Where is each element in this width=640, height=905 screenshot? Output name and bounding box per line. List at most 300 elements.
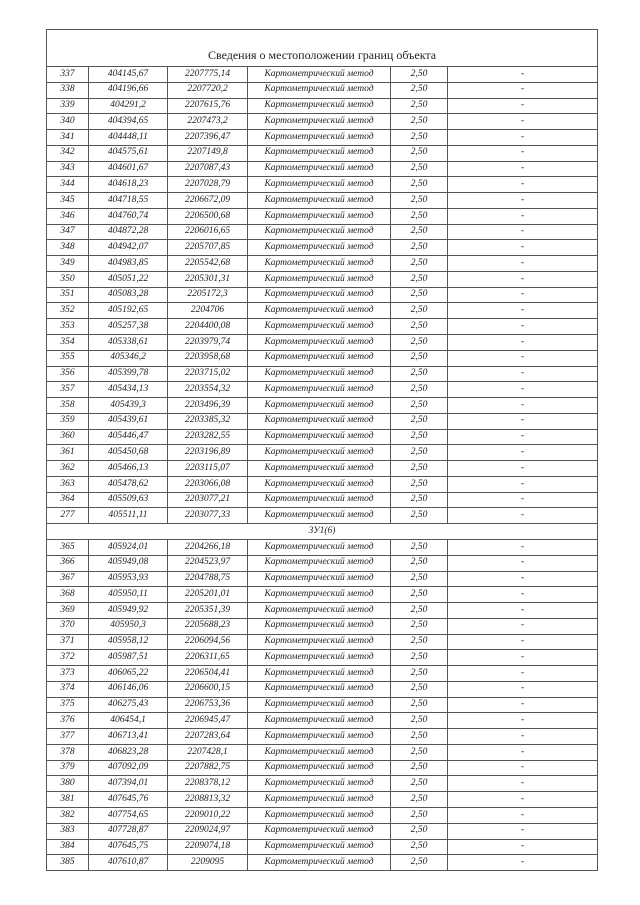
table-row [47, 539, 598, 555]
accuracy-cell: 2,50 [391, 271, 448, 287]
point-number-cell: 358 [47, 398, 89, 414]
coord-y-cell: 2205301,31 [168, 271, 248, 287]
coord-x-cell: 405511,11 [89, 508, 168, 524]
method-cell: Картометрический метод [248, 193, 391, 209]
coord-y-cell: 2203385,32 [168, 413, 248, 429]
extra-cell: - [448, 650, 598, 666]
point-number-cell: 348 [47, 240, 89, 256]
extra-cell: - [448, 303, 598, 319]
coord-y-cell: 2203715,02 [168, 366, 248, 382]
coord-x-cell: 405953,93 [89, 571, 168, 587]
coord-y-cell: 2208378,12 [168, 776, 248, 792]
point-number-cell: 349 [47, 256, 89, 272]
method-cell: Картометрический метод [248, 729, 391, 745]
table-row [47, 823, 598, 839]
coord-y-cell: 2203077,21 [168, 492, 248, 508]
coord-y-cell: 2203282,55 [168, 429, 248, 445]
coord-x-cell: 404448,11 [89, 130, 168, 146]
coord-y-cell: 2205351,39 [168, 603, 248, 619]
coord-y-cell: 2204523,97 [168, 555, 248, 571]
coord-x-cell: 405949,08 [89, 555, 168, 571]
extra-cell: - [448, 130, 598, 146]
coord-y-cell: 2203077,33 [168, 508, 248, 524]
table-row [47, 555, 598, 571]
table-row [47, 382, 598, 398]
extra-cell: - [448, 461, 598, 477]
document-title: Сведения о местоположении границ объекта [47, 30, 598, 67]
extra-cell: - [448, 335, 598, 351]
point-number-cell: 353 [47, 319, 89, 335]
accuracy-cell: 2,50 [391, 839, 448, 855]
accuracy-cell: 2,50 [391, 476, 448, 492]
accuracy-cell: 2,50 [391, 792, 448, 808]
method-cell: Картометрический метод [248, 382, 391, 398]
coord-x-cell: 404718,55 [89, 193, 168, 209]
point-number-cell: 351 [47, 287, 89, 303]
method-cell: Картометрический метод [248, 224, 391, 240]
point-number-cell: 371 [47, 634, 89, 650]
extra-cell: - [448, 855, 598, 871]
table-row [47, 476, 598, 492]
coord-x-cell: 406275,43 [89, 697, 168, 713]
coord-x-cell: 406454,1 [89, 713, 168, 729]
coord-x-cell: 404983,85 [89, 256, 168, 272]
point-number-cell: 366 [47, 555, 89, 571]
table-row [47, 697, 598, 713]
accuracy-cell: 2,50 [391, 413, 448, 429]
accuracy-cell: 2,50 [391, 555, 448, 571]
coord-y-cell: 2207149,8 [168, 145, 248, 161]
point-number-cell: 277 [47, 508, 89, 524]
coord-y-cell: 2204400,08 [168, 319, 248, 335]
coord-y-cell: 2206016,65 [168, 224, 248, 240]
method-cell: Картометрический метод [248, 792, 391, 808]
table-row [47, 256, 598, 272]
point-number-cell: 374 [47, 681, 89, 697]
table-row [47, 287, 598, 303]
table-row [47, 114, 598, 130]
point-number-cell: 341 [47, 130, 89, 146]
accuracy-cell: 2,50 [391, 98, 448, 114]
coord-y-cell: 2205707,85 [168, 240, 248, 256]
table-row [47, 303, 598, 319]
coord-x-cell: 405949,92 [89, 603, 168, 619]
coord-x-cell: 406065,22 [89, 666, 168, 682]
point-number-cell: 354 [47, 335, 89, 351]
coord-y-cell: 2206600,15 [168, 681, 248, 697]
extra-cell: - [448, 67, 598, 83]
accuracy-cell: 2,50 [391, 161, 448, 177]
accuracy-cell: 2,50 [391, 398, 448, 414]
method-cell: Картометрический метод [248, 82, 391, 98]
extra-cell: - [448, 429, 598, 445]
accuracy-cell: 2,50 [391, 350, 448, 366]
coord-x-cell: 406146,06 [89, 681, 168, 697]
extra-cell: - [448, 145, 598, 161]
accuracy-cell: 2,50 [391, 650, 448, 666]
extra-cell: - [448, 98, 598, 114]
coord-x-cell: 405450,68 [89, 445, 168, 461]
method-cell: Картометрический метод [248, 461, 391, 477]
point-number-cell: 376 [47, 713, 89, 729]
extra-cell: - [448, 634, 598, 650]
table-row [47, 161, 598, 177]
coord-y-cell: 2203196,89 [168, 445, 248, 461]
coord-y-cell: 2207473,2 [168, 114, 248, 130]
table-row [47, 839, 598, 855]
coord-x-cell: 407394,01 [89, 776, 168, 792]
accuracy-cell: 2,50 [391, 807, 448, 823]
table-row [47, 744, 598, 760]
extra-cell: - [448, 776, 598, 792]
point-number-cell: 372 [47, 650, 89, 666]
method-cell: Картометрический метод [248, 760, 391, 776]
table-row [47, 603, 598, 619]
coordinates-table [46, 29, 598, 871]
method-cell: Картометрический метод [248, 807, 391, 823]
coord-y-cell: 2203979,74 [168, 335, 248, 351]
coord-y-cell: 2205542,68 [168, 256, 248, 272]
table-row [47, 350, 598, 366]
table-row [47, 224, 598, 240]
table-row [47, 98, 598, 114]
accuracy-cell: 2,50 [391, 539, 448, 555]
point-number-cell: 367 [47, 571, 89, 587]
coord-x-cell: 406713,41 [89, 729, 168, 745]
extra-cell: - [448, 382, 598, 398]
method-cell: Картометрический метод [248, 413, 391, 429]
table-row [47, 240, 598, 256]
table-row [47, 807, 598, 823]
method-cell: Картометрический метод [248, 335, 391, 351]
coord-y-cell: 2209010,22 [168, 807, 248, 823]
method-cell: Картометрический метод [248, 839, 391, 855]
coord-x-cell: 405466,13 [89, 461, 168, 477]
method-cell: Картометрический метод [248, 303, 391, 319]
method-cell: Картометрический метод [248, 603, 391, 619]
coord-x-cell: 407754,65 [89, 807, 168, 823]
method-cell: Картометрический метод [248, 98, 391, 114]
point-number-cell: 340 [47, 114, 89, 130]
point-number-cell: 361 [47, 445, 89, 461]
method-cell: Картометрический метод [248, 650, 391, 666]
method-cell: Картометрический метод [248, 681, 391, 697]
method-cell: Картометрический метод [248, 319, 391, 335]
point-number-cell: 379 [47, 760, 89, 776]
coord-y-cell: 2206753,36 [168, 697, 248, 713]
point-number-cell: 344 [47, 177, 89, 193]
method-cell: Картометрический метод [248, 571, 391, 587]
accuracy-cell: 2,50 [391, 492, 448, 508]
accuracy-cell: 2,50 [391, 130, 448, 146]
point-number-cell: 360 [47, 429, 89, 445]
method-cell: Картометрический метод [248, 666, 391, 682]
table-row [47, 650, 598, 666]
coord-y-cell: 2205172,3 [168, 287, 248, 303]
coord-x-cell: 405950,3 [89, 618, 168, 634]
accuracy-cell: 2,50 [391, 208, 448, 224]
coord-y-cell: 2209095 [168, 855, 248, 871]
extra-cell: - [448, 82, 598, 98]
method-cell: Картометрический метод [248, 429, 391, 445]
accuracy-cell: 2,50 [391, 67, 448, 83]
table-row [47, 508, 598, 524]
point-number-cell: 365 [47, 539, 89, 555]
extra-cell: - [448, 114, 598, 130]
coord-x-cell: 405924,01 [89, 539, 168, 555]
point-number-cell: 382 [47, 807, 89, 823]
coord-x-cell: 405439,3 [89, 398, 168, 414]
table-row [47, 634, 598, 650]
extra-cell: - [448, 208, 598, 224]
coord-x-cell: 407610,87 [89, 855, 168, 871]
extra-cell: - [448, 792, 598, 808]
method-cell: Картометрический метод [248, 713, 391, 729]
extra-cell: - [448, 587, 598, 603]
coord-x-cell: 405257,38 [89, 319, 168, 335]
coord-y-cell: 2203115,07 [168, 461, 248, 477]
point-number-cell: 362 [47, 461, 89, 477]
coord-y-cell: 2206504,41 [168, 666, 248, 682]
coord-x-cell: 407645,75 [89, 839, 168, 855]
coord-x-cell: 405346,2 [89, 350, 168, 366]
coord-y-cell: 2204706 [168, 303, 248, 319]
point-number-cell: 346 [47, 208, 89, 224]
accuracy-cell: 2,50 [391, 603, 448, 619]
coord-x-cell: 405446,47 [89, 429, 168, 445]
extra-cell: - [448, 571, 598, 587]
table-row [47, 729, 598, 745]
accuracy-cell: 2,50 [391, 335, 448, 351]
method-cell: Картометрический метод [248, 823, 391, 839]
accuracy-cell: 2,50 [391, 319, 448, 335]
accuracy-cell: 2,50 [391, 256, 448, 272]
coord-x-cell: 407092,09 [89, 760, 168, 776]
accuracy-cell: 2,50 [391, 366, 448, 382]
extra-cell: - [448, 224, 598, 240]
coord-x-cell: 405478,62 [89, 476, 168, 492]
table-row [47, 335, 598, 351]
extra-cell: - [448, 539, 598, 555]
point-number-cell: 350 [47, 271, 89, 287]
accuracy-cell: 2,50 [391, 681, 448, 697]
coord-x-cell: 405434,13 [89, 382, 168, 398]
coord-y-cell: 2206311,65 [168, 650, 248, 666]
point-number-cell: 364 [47, 492, 89, 508]
coord-y-cell: 2206672,09 [168, 193, 248, 209]
accuracy-cell: 2,50 [391, 571, 448, 587]
coord-x-cell: 405338,61 [89, 335, 168, 351]
point-number-cell: 357 [47, 382, 89, 398]
point-number-cell: 380 [47, 776, 89, 792]
title-row [47, 30, 598, 67]
method-cell: Картометрический метод [248, 508, 391, 524]
method-cell: Картометрический метод [248, 130, 391, 146]
method-cell: Картометрический метод [248, 555, 391, 571]
coord-y-cell: 2207087,43 [168, 161, 248, 177]
point-number-cell: 377 [47, 729, 89, 745]
coord-x-cell: 404601,67 [89, 161, 168, 177]
method-cell: Картометрический метод [248, 67, 391, 83]
point-number-cell: 373 [47, 666, 89, 682]
method-cell: Картометрический метод [248, 366, 391, 382]
table-row [47, 713, 598, 729]
coord-y-cell: 2206945,47 [168, 713, 248, 729]
point-number-cell: 368 [47, 587, 89, 603]
method-cell: Картометрический метод [248, 208, 391, 224]
coord-y-cell: 2207428,1 [168, 744, 248, 760]
method-cell: Картометрический метод [248, 398, 391, 414]
table-row [47, 177, 598, 193]
coord-y-cell: 2206500,68 [168, 208, 248, 224]
extra-cell: - [448, 603, 598, 619]
accuracy-cell: 2,50 [391, 729, 448, 745]
extra-cell: - [448, 398, 598, 414]
accuracy-cell: 2,50 [391, 618, 448, 634]
method-cell: Картометрический метод [248, 634, 391, 650]
method-cell: Картометрический метод [248, 114, 391, 130]
point-number-cell: 345 [47, 193, 89, 209]
coord-y-cell: 2203496,39 [168, 398, 248, 414]
method-cell: Картометрический метод [248, 240, 391, 256]
point-number-cell: 342 [47, 145, 89, 161]
point-number-cell: 363 [47, 476, 89, 492]
accuracy-cell: 2,50 [391, 823, 448, 839]
coord-y-cell: 2207283,64 [168, 729, 248, 745]
extra-cell: - [448, 271, 598, 287]
table-row [47, 571, 598, 587]
table-row [47, 461, 598, 477]
table-row [47, 208, 598, 224]
accuracy-cell: 2,50 [391, 303, 448, 319]
coord-x-cell: 405987,51 [89, 650, 168, 666]
coord-y-cell: 2207396,47 [168, 130, 248, 146]
accuracy-cell: 2,50 [391, 508, 448, 524]
table-row [47, 398, 598, 414]
extra-cell: - [448, 413, 598, 429]
accuracy-cell: 2,50 [391, 224, 448, 240]
method-cell: Картометрический метод [248, 618, 391, 634]
accuracy-cell: 2,50 [391, 382, 448, 398]
accuracy-cell: 2,50 [391, 713, 448, 729]
point-number-cell: 378 [47, 744, 89, 760]
accuracy-cell: 2,50 [391, 744, 448, 760]
extra-cell: - [448, 823, 598, 839]
extra-cell: - [448, 161, 598, 177]
coord-y-cell: 2207720,2 [168, 82, 248, 98]
coord-x-cell: 404872,28 [89, 224, 168, 240]
coord-x-cell: 404394,65 [89, 114, 168, 130]
coord-y-cell: 2209074,18 [168, 839, 248, 855]
accuracy-cell: 2,50 [391, 855, 448, 871]
extra-cell: - [448, 618, 598, 634]
coord-y-cell: 2207882,75 [168, 760, 248, 776]
table-row [47, 760, 598, 776]
coord-y-cell: 2203958,68 [168, 350, 248, 366]
point-number-cell: 381 [47, 792, 89, 808]
method-cell: Картометрический метод [248, 145, 391, 161]
coord-x-cell: 407645,76 [89, 792, 168, 808]
extra-cell: - [448, 697, 598, 713]
extra-cell: - [448, 729, 598, 745]
coord-y-cell: 2206094,56 [168, 634, 248, 650]
method-cell: Картометрический метод [248, 271, 391, 287]
accuracy-cell: 2,50 [391, 429, 448, 445]
method-cell: Картометрический метод [248, 744, 391, 760]
method-cell: Картометрический метод [248, 177, 391, 193]
method-cell: Картометрический метод [248, 697, 391, 713]
accuracy-cell: 2,50 [391, 240, 448, 256]
section-label: ЗУ1(6) [47, 524, 598, 540]
coord-y-cell: 2203554,32 [168, 382, 248, 398]
table-row [47, 776, 598, 792]
method-cell: Картометрический метод [248, 776, 391, 792]
table-row [47, 492, 598, 508]
accuracy-cell: 2,50 [391, 193, 448, 209]
table-row [47, 145, 598, 161]
point-number-cell: 370 [47, 618, 89, 634]
table-row [47, 666, 598, 682]
extra-cell: - [448, 366, 598, 382]
point-number-cell: 355 [47, 350, 89, 366]
coord-x-cell: 404196,66 [89, 82, 168, 98]
method-cell: Картометрический метод [248, 445, 391, 461]
coord-x-cell: 405051,22 [89, 271, 168, 287]
coord-x-cell: 405399,78 [89, 366, 168, 382]
point-number-cell: 347 [47, 224, 89, 240]
coord-y-cell: 2204788,75 [168, 571, 248, 587]
method-cell: Картометрический метод [248, 587, 391, 603]
table-row [47, 587, 598, 603]
coord-x-cell: 406823,28 [89, 744, 168, 760]
point-number-cell: 339 [47, 98, 89, 114]
extra-cell: - [448, 256, 598, 272]
method-cell: Картометрический метод [248, 492, 391, 508]
accuracy-cell: 2,50 [391, 445, 448, 461]
extra-cell: - [448, 760, 598, 776]
table-row [47, 130, 598, 146]
extra-cell: - [448, 839, 598, 855]
coord-y-cell: 2205201,01 [168, 587, 248, 603]
table-row [47, 319, 598, 335]
coord-x-cell: 404291,2 [89, 98, 168, 114]
extra-cell: - [448, 666, 598, 682]
table-row [47, 855, 598, 871]
table-row [47, 445, 598, 461]
coord-x-cell: 404760,74 [89, 208, 168, 224]
coord-y-cell: 2204266,18 [168, 539, 248, 555]
point-number-cell: 352 [47, 303, 89, 319]
coord-y-cell: 2205688,23 [168, 618, 248, 634]
method-cell: Картометрический метод [248, 350, 391, 366]
extra-cell: - [448, 492, 598, 508]
method-cell: Картометрический метод [248, 855, 391, 871]
coord-x-cell: 405192,65 [89, 303, 168, 319]
coord-x-cell: 407728,87 [89, 823, 168, 839]
point-number-cell: 369 [47, 603, 89, 619]
accuracy-cell: 2,50 [391, 145, 448, 161]
coord-y-cell: 2207615,76 [168, 98, 248, 114]
coord-x-cell: 404145,67 [89, 67, 168, 83]
table-row [47, 681, 598, 697]
coord-y-cell: 2207775,14 [168, 67, 248, 83]
extra-cell: - [448, 508, 598, 524]
method-cell: Картометрический метод [248, 539, 391, 555]
point-number-cell: 383 [47, 823, 89, 839]
coord-y-cell: 2209024,97 [168, 823, 248, 839]
point-number-cell: 356 [47, 366, 89, 382]
point-number-cell: 343 [47, 161, 89, 177]
